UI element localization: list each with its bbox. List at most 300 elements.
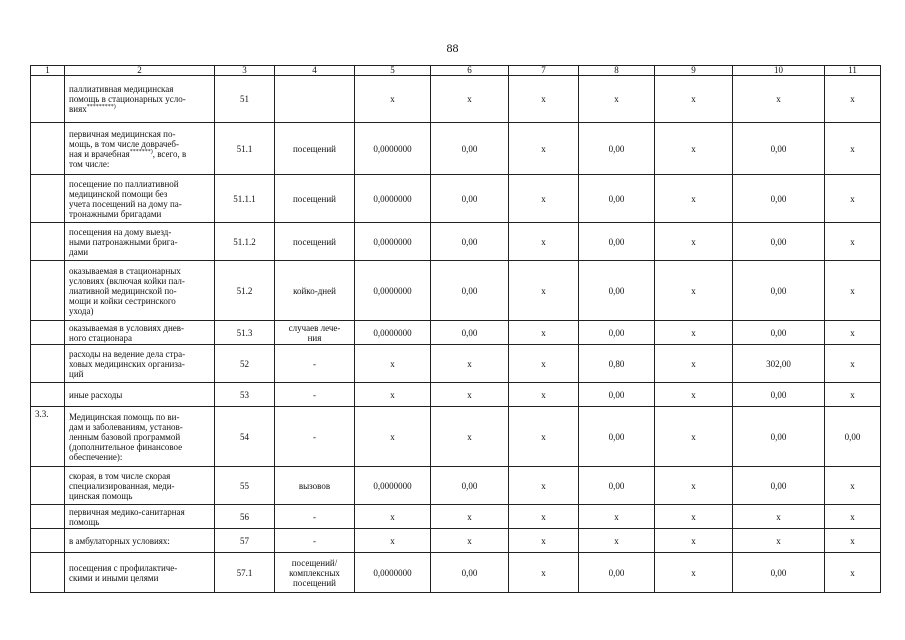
value-cell-col6 <box>431 321 509 345</box>
value-cell-col11 <box>825 505 881 529</box>
value-cell-col8 <box>579 529 655 553</box>
value-cell-col9-text: х <box>691 567 696 578</box>
value-cell-col6 <box>431 529 509 553</box>
code-cell <box>215 175 275 223</box>
value-cell-col11 <box>825 529 881 553</box>
header-row <box>31 66 881 76</box>
value-cell-col9 <box>655 261 733 321</box>
value-cell-col6 <box>431 505 509 529</box>
value-cell-col11 <box>825 321 881 345</box>
unit-cell-text: - <box>313 535 316 546</box>
value-cell-col8-text: х <box>614 511 619 522</box>
unit-cell <box>275 407 355 467</box>
value-cell-col9 <box>655 321 733 345</box>
value-cell-col7-text: х <box>541 94 546 104</box>
value-cell-col5-text: 0,0000000 <box>373 567 412 578</box>
value-cell-col7 <box>509 467 579 505</box>
value-cell-col5 <box>355 261 431 321</box>
unit-cell <box>275 321 355 345</box>
value-cell-col5-text: 0,0000000 <box>373 285 412 296</box>
value-cell-col7-text: х <box>541 143 546 154</box>
value-cell-col5-text: х <box>390 511 395 522</box>
code-cell-text: 53 <box>240 389 249 400</box>
footnote-marker: *********) <box>86 104 116 110</box>
value-cell-col5 <box>355 505 431 529</box>
value-cell-col10 <box>733 467 825 505</box>
value-cell-col6-text: х <box>467 535 472 546</box>
value-cell-col10 <box>733 345 825 383</box>
unit-cell-text: случаев лече- ния <box>288 322 341 343</box>
value-cell-col5 <box>355 223 431 261</box>
description-cell <box>65 321 215 345</box>
unit-cell-text: вызовов <box>298 480 331 491</box>
code-cell-text: 52 <box>240 358 249 369</box>
value-cell-col8-text: 0,00 <box>608 567 625 578</box>
value-cell-col8-text: 0,00 <box>608 193 625 204</box>
unit-cell <box>275 76 355 123</box>
value-cell-col6 <box>431 223 509 261</box>
description-cell <box>65 223 215 261</box>
code-cell-text: 56 <box>240 511 249 522</box>
column-header: 3 <box>215 66 275 76</box>
row-number-cell <box>31 123 65 175</box>
code-cell-text: 57.1 <box>236 567 253 578</box>
description-cell <box>65 553 215 593</box>
unit-cell <box>275 529 355 553</box>
value-cell-col7-text: х <box>541 431 546 442</box>
column-header: 8 <box>579 66 655 76</box>
code-cell <box>215 321 275 345</box>
value-cell-col9 <box>655 407 733 467</box>
value-cell-col5-text: х <box>390 94 395 104</box>
value-cell-col6 <box>431 76 509 123</box>
value-cell-col11 <box>825 76 881 123</box>
unit-cell-text: посещений <box>292 193 336 204</box>
value-cell-col6-text: 0,00 <box>461 327 478 338</box>
value-cell-col8 <box>579 261 655 321</box>
value-cell-col10 <box>733 123 825 175</box>
table-row <box>31 321 881 345</box>
unit-cell-text: - <box>313 389 316 400</box>
value-cell-col11-text: х <box>850 94 855 104</box>
description-text: расходы на ведение дела стра- ховых медицинских организа- ций <box>69 348 186 379</box>
value-cell-col8 <box>579 321 655 345</box>
row-number-cell <box>31 553 65 593</box>
code-cell <box>215 467 275 505</box>
description-text: скорая, в том числе скорая специализированная, меди- цинская помощь <box>69 470 175 501</box>
value-cell-col9-text: х <box>691 94 696 104</box>
value-cell-col10-text: 0,00 <box>770 193 787 204</box>
footnote-marker: *******) <box>129 148 153 155</box>
row-number-cell <box>31 223 65 261</box>
column-header: 4 <box>275 66 355 76</box>
value-cell-col8-text: 0,00 <box>608 389 625 400</box>
description-cell <box>65 383 215 407</box>
column-header: 7 <box>509 66 579 76</box>
value-cell-col10-text: 0,00 <box>770 480 787 491</box>
value-cell-col6 <box>431 407 509 467</box>
table-row <box>31 223 881 261</box>
value-cell-col10-text: 0,00 <box>770 285 787 296</box>
value-cell-col10-text: х <box>776 511 781 522</box>
value-cell-col10-text: 0,00 <box>770 389 787 400</box>
value-cell-col7-text: х <box>541 567 546 578</box>
value-cell-col7 <box>509 261 579 321</box>
description-cell <box>65 175 215 223</box>
value-cell-col6 <box>431 467 509 505</box>
value-cell-col9 <box>655 175 733 223</box>
value-cell-col8-text: 0,00 <box>608 431 625 442</box>
value-cell-col5-text: 0,0000000 <box>373 193 412 204</box>
value-cell-col7 <box>509 407 579 467</box>
value-cell-col10-text: 302,00 <box>766 358 791 369</box>
value-cell-col11-text: х <box>850 511 855 522</box>
table-row <box>31 123 881 175</box>
value-cell-col10-text: х <box>776 535 781 546</box>
code-cell-text: 51.2 <box>236 285 253 296</box>
table-row <box>31 407 881 467</box>
code-cell-text: 51.1.2 <box>233 236 256 247</box>
value-cell-col5-text: 0,0000000 <box>373 143 412 154</box>
value-cell-col5 <box>355 76 431 123</box>
value-cell-col9 <box>655 529 733 553</box>
value-cell-col11 <box>825 383 881 407</box>
code-cell <box>215 345 275 383</box>
value-cell-col5-text: 0,0000000 <box>373 327 412 338</box>
code-cell-text: 57 <box>240 535 249 546</box>
value-cell-col7 <box>509 529 579 553</box>
code-cell <box>215 529 275 553</box>
value-cell-col7 <box>509 505 579 529</box>
value-cell-col7-text: х <box>541 358 546 369</box>
value-cell-col10 <box>733 321 825 345</box>
description-cell <box>65 261 215 321</box>
row-number-cell <box>31 467 65 505</box>
value-cell-col10-text: 0,00 <box>770 327 787 338</box>
unit-cell <box>275 467 355 505</box>
value-cell-col8 <box>579 383 655 407</box>
column-header: 9 <box>655 66 733 76</box>
value-cell-col9-text: х <box>691 358 696 369</box>
row-number-cell <box>31 345 65 383</box>
value-cell-col8-text: 0,00 <box>608 236 625 247</box>
value-cell-col9 <box>655 123 733 175</box>
value-cell-col9-text: х <box>691 236 696 247</box>
unit-cell-text: посещений/ комплексных посещений <box>289 557 340 588</box>
value-cell-col5 <box>355 553 431 593</box>
description-cell <box>65 407 215 467</box>
code-cell <box>215 407 275 467</box>
value-cell-col5 <box>355 529 431 553</box>
value-cell-col7 <box>509 175 579 223</box>
value-cell-col7-text: х <box>541 285 546 296</box>
value-cell-col7 <box>509 76 579 123</box>
value-cell-col6-text: х <box>467 389 472 400</box>
value-cell-col8 <box>579 467 655 505</box>
value-cell-col5 <box>355 467 431 505</box>
unit-cell <box>275 345 355 383</box>
value-cell-col5 <box>355 175 431 223</box>
table-row <box>31 553 881 593</box>
value-cell-col7 <box>509 383 579 407</box>
value-cell-col9 <box>655 383 733 407</box>
row-number-cell <box>31 505 65 529</box>
value-cell-col8 <box>579 407 655 467</box>
description-text: в амбулаторных условиях: <box>69 535 170 546</box>
value-cell-col9 <box>655 345 733 383</box>
value-cell-col11-text: 0,00 <box>844 431 861 442</box>
value-cell-col9-text: х <box>691 285 696 296</box>
description-text: посещения на дому выезд- ными патронажными бригa- дами <box>69 226 178 257</box>
value-cell-col11 <box>825 345 881 383</box>
description-cell <box>65 529 215 553</box>
value-cell-col7-text: х <box>541 327 546 338</box>
code-cell <box>215 123 275 175</box>
value-cell-col11-text: х <box>850 389 855 400</box>
value-cell-col8-text: х <box>614 535 619 546</box>
column-header: 11 <box>825 66 881 76</box>
column-header: 6 <box>431 66 509 76</box>
value-cell-col8-text: 0,00 <box>608 327 625 338</box>
code-cell <box>215 553 275 593</box>
value-cell-col6-text: 0,00 <box>461 193 478 204</box>
value-cell-col5 <box>355 345 431 383</box>
value-cell-col6-text: 0,00 <box>461 236 478 247</box>
unit-cell <box>275 223 355 261</box>
row-number-cell: 3.3. <box>31 407 65 467</box>
value-cell-col9 <box>655 467 733 505</box>
code-cell <box>215 383 275 407</box>
value-cell-col8-text: 0,80 <box>608 358 625 369</box>
value-cell-col11-text: х <box>850 143 855 154</box>
value-cell-col10-text: 0,00 <box>770 431 787 442</box>
table-row <box>31 529 881 553</box>
table-row <box>31 345 881 383</box>
value-cell-col11 <box>825 175 881 223</box>
row-number-cell <box>31 261 65 321</box>
value-cell-col7 <box>509 223 579 261</box>
value-cell-col8-text: 0,00 <box>608 480 625 491</box>
value-cell-col5 <box>355 407 431 467</box>
description-cell <box>65 505 215 529</box>
table-row <box>31 467 881 505</box>
row-number-cell <box>31 321 65 345</box>
description-text: иные расходы <box>69 389 123 400</box>
value-cell-col5-text: 0,0000000 <box>373 236 412 247</box>
value-cell-col11 <box>825 467 881 505</box>
code-cell <box>215 223 275 261</box>
value-cell-col10-text: 0,00 <box>770 236 787 247</box>
description-cell <box>65 345 215 383</box>
value-cell-col5-text: х <box>390 389 395 400</box>
value-cell-col10 <box>733 407 825 467</box>
value-cell-col10 <box>733 261 825 321</box>
value-cell-col7-text: х <box>541 193 546 204</box>
value-cell-col11-text: х <box>850 567 855 578</box>
description-text: первичная медико-санитарная помощь <box>69 506 185 527</box>
value-cell-col5-text: 0,0000000 <box>373 480 412 491</box>
unit-cell-text: - <box>313 511 316 522</box>
value-cell-col10 <box>733 553 825 593</box>
value-cell-col10-text: х <box>776 94 781 104</box>
value-cell-col5 <box>355 383 431 407</box>
value-cell-col11 <box>825 223 881 261</box>
value-cell-col7-text: х <box>541 236 546 247</box>
value-cell-col10 <box>733 383 825 407</box>
column-header: 5 <box>355 66 431 76</box>
unit-cell <box>275 175 355 223</box>
value-cell-col6-text: х <box>467 358 472 369</box>
value-cell-col6 <box>431 123 509 175</box>
description-text: оказываемая в условиях днев- ного стационара <box>69 322 185 343</box>
code-cell-text: 55 <box>240 480 249 491</box>
value-cell-col5 <box>355 123 431 175</box>
column-header: 2 <box>65 66 215 76</box>
table-row <box>31 505 881 529</box>
value-cell-col11 <box>825 261 881 321</box>
value-cell-col11-text: х <box>850 193 855 204</box>
unit-cell-text: посещений <box>292 236 336 247</box>
value-cell-col6-text: 0,00 <box>461 480 478 491</box>
value-cell-col6-text: х <box>467 431 472 442</box>
value-cell-col8 <box>579 223 655 261</box>
value-cell-col8-text: 0,00 <box>608 143 625 154</box>
unit-cell <box>275 553 355 593</box>
unit-cell <box>275 383 355 407</box>
value-cell-col6 <box>431 383 509 407</box>
description-text: оказываемая в стационарных условиях (включая койки пал- лиативной медицинской по- мощи и койки сестринского ухода) <box>69 265 185 316</box>
value-cell-col7 <box>509 321 579 345</box>
value-cell-col10 <box>733 529 825 553</box>
value-cell-col7-text: х <box>541 389 546 400</box>
description-text: паллиативная медицинская помощь в стационарных усло- виях <box>69 84 186 114</box>
value-cell-col9 <box>655 505 733 529</box>
data-table <box>30 65 881 593</box>
code-cell <box>215 76 275 123</box>
value-cell-col11 <box>825 553 881 593</box>
value-cell-col11-text: х <box>850 358 855 369</box>
value-cell-col7-text: х <box>541 535 546 546</box>
value-cell-col6-text: х <box>467 94 472 104</box>
unit-cell-text: посещений <box>292 143 336 154</box>
page-number: 88 <box>446 41 459 55</box>
unit-cell <box>275 123 355 175</box>
value-cell-col8 <box>579 123 655 175</box>
value-cell-col6-text: х <box>467 511 472 522</box>
value-cell-col7-text: х <box>541 480 546 491</box>
unit-cell <box>275 505 355 529</box>
table-row <box>31 383 881 407</box>
value-cell-col11-text: х <box>850 480 855 491</box>
column-header: 10 <box>733 66 825 76</box>
description-text: посещение по паллиативной медицинской помощи без учета посещений на дому па- тронажными бригадами <box>69 178 182 219</box>
code-cell-text: 51 <box>240 94 249 104</box>
unit-cell <box>275 261 355 321</box>
value-cell-col8 <box>579 76 655 123</box>
value-cell-col5-text: х <box>390 431 395 442</box>
value-cell-col9-text: х <box>691 431 696 442</box>
unit-cell-text: - <box>313 358 316 369</box>
value-cell-col9-text: х <box>691 193 696 204</box>
table-row <box>31 261 881 321</box>
value-cell-col6 <box>431 345 509 383</box>
value-cell-col9 <box>655 76 733 123</box>
value-cell-col11 <box>825 123 881 175</box>
row-number-cell <box>31 529 65 553</box>
value-cell-col9-text: х <box>691 389 696 400</box>
description-text-continued: , всего, в том числе: <box>69 148 187 169</box>
value-cell-col10 <box>733 505 825 529</box>
value-cell-col6 <box>431 553 509 593</box>
code-cell-text: 51.1.1 <box>233 193 256 204</box>
unit-cell-text: койко-дней <box>293 285 336 296</box>
description-text: Медицинская помощь по ви- дам и заболеваниям, установ- ленным базовой программой (дополнительное финансовое обеспечение): <box>69 411 183 462</box>
description-text: посещения с профилактиче- скими и иными целями <box>69 562 178 583</box>
value-cell-col9-text: х <box>691 535 696 546</box>
row-number-cell <box>31 76 65 123</box>
value-cell-col5 <box>355 321 431 345</box>
value-cell-col10-text: 0,00 <box>770 567 787 578</box>
code-cell-text: 54 <box>240 431 249 442</box>
description-cell <box>65 76 215 123</box>
value-cell-col11-text: х <box>850 327 855 338</box>
value-cell-col5-text: х <box>390 535 395 546</box>
description-cell <box>65 467 215 505</box>
value-cell-col6 <box>431 175 509 223</box>
value-cell-col11-text: х <box>850 535 855 546</box>
value-cell-col8-text: 0,00 <box>608 285 625 296</box>
value-cell-col8-text: х <box>614 94 619 104</box>
value-cell-col9-text: х <box>691 327 696 338</box>
value-cell-col9-text: х <box>691 143 696 154</box>
value-cell-col7 <box>509 123 579 175</box>
code-cell-text: 51.3 <box>236 327 253 338</box>
value-cell-col7 <box>509 345 579 383</box>
value-cell-col6-text: 0,00 <box>461 567 478 578</box>
value-cell-col10 <box>733 223 825 261</box>
value-cell-col9-text: х <box>691 480 696 491</box>
value-cell-col9 <box>655 223 733 261</box>
value-cell-col10 <box>733 76 825 123</box>
value-cell-col10 <box>733 175 825 223</box>
row-number-cell <box>31 383 65 407</box>
code-cell <box>215 505 275 529</box>
column-header: 1 <box>31 66 65 76</box>
value-cell-col7-text: х <box>541 511 546 522</box>
value-cell-col11-text: х <box>850 236 855 247</box>
value-cell-col10-text: 0,00 <box>770 143 787 154</box>
description-cell <box>65 123 215 175</box>
code-cell-text: 51.1 <box>236 143 253 154</box>
table-row <box>31 175 881 223</box>
value-cell-col6-text: 0,00 <box>461 143 478 154</box>
value-cell-col8 <box>579 345 655 383</box>
value-cell-col8 <box>579 553 655 593</box>
value-cell-col9 <box>655 553 733 593</box>
table-row <box>31 76 881 123</box>
description-text: первичная медицинская по- мощь, в том числе доврачеб- ная и врачебная <box>69 128 179 159</box>
value-cell-col11-text: х <box>850 285 855 296</box>
row-number-cell <box>31 175 65 223</box>
value-cell-col6-text: 0,00 <box>461 285 478 296</box>
value-cell-col8 <box>579 505 655 529</box>
value-cell-col9-text: х <box>691 511 696 522</box>
value-cell-col11 <box>825 407 881 467</box>
value-cell-col8 <box>579 175 655 223</box>
value-cell-col5-text: х <box>390 358 395 369</box>
value-cell-col6 <box>431 261 509 321</box>
value-cell-col7 <box>509 553 579 593</box>
